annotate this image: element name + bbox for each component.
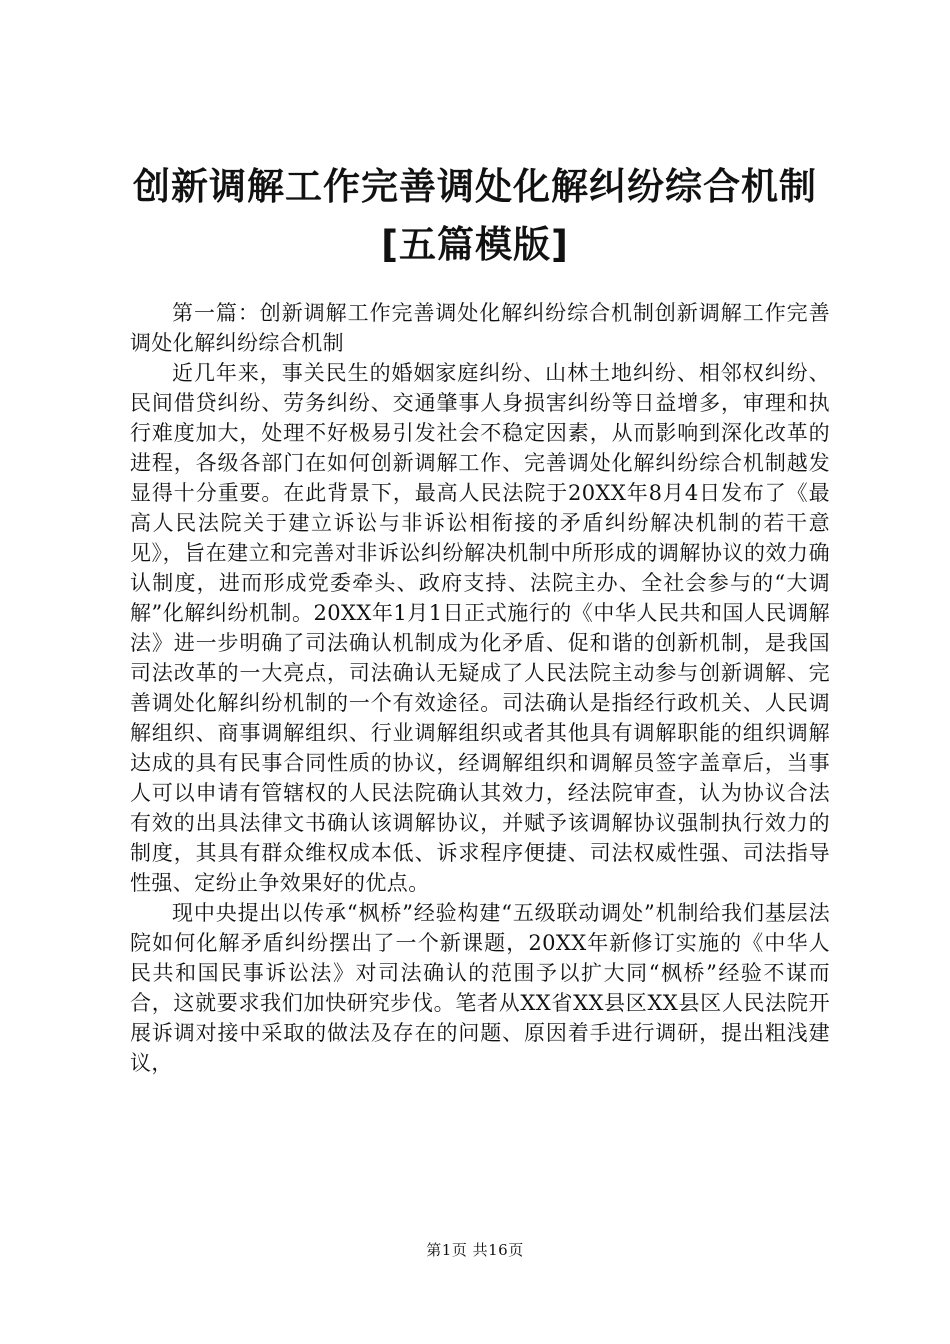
document-title: 创新调解工作完善调处化解纠纷综合机制[五篇模版] xyxy=(133,165,817,266)
page-number-footer: 第1页 共16页 xyxy=(426,1241,524,1259)
paragraph-heading: 第一篇：创新调解工作完善调处化解纠纷综合机制创新调解工作完善调处化解纠纷综合机制 xyxy=(130,301,830,355)
document-body xyxy=(130,298,830,1078)
paragraph: 现中央提出以传承“枫桥”经验构建“五级联动调处”机制给我们基层法院如何化解矛盾纠纷摆出了一个新课题，20XX年新修订实施的《中华人民共和国民事诉讼法》对司法确认的范围予以扩大同“枫桥”经验不谋而合，这就要求我们加快研究步伐。笔者从XX省XX县区XX县区人民法院开展诉调对接中采取的做法及存在的问题、原因着手进行调研，提出粗浅建议， xyxy=(130,901,830,1075)
paragraph: 近几年来，事关民生的婚姻家庭纠纷、山林土地纠纷、相邻权纠纷、民间借贷纠纷、劳务纠纷、交通肇事人身损害纠纷等日益增多，审理和执行难度加大，处理不好极易引发社会不稳定因素，从而影响到深化改革的进程，各级各部门在如何创新调解工作、完善调处化解纠纷综合机制越发显得十分重要。在此背景下，最高人民法院于20XX年8月4日发布了《最高人民法院关于建立诉讼与非诉讼相衔接的矛盾纠纷解决机制的若干意见》，旨在建立和完善对非诉讼纠纷解决机制中所形成的调解协议的效力确认制度，进而形成党委牵头、政府支持、法院主办、全社会参与的“大调解”化解纠纷机制。20XX年1月1日正式施行的《中华人民共和国人民调解法》进一步明确了司法确认机制成为化矛盾、促和谐的创新机制，是我国司法改革的一大亮点，司法确认无疑成了人民法院主动参与创新调解、完善调处化解纠纷机制的一个有效途径。司法确认是指经行政机关、人民调解组织、商事调解组织、行业调解组织或者其他具有调解职能的组织调解达成的具有民事合同性质的协议，经调解组织和调解员签字盖章后，当事人可以申请有管辖权的人民法院确认其效力，经法院审查，认为协议合法有效的出具法律文书确认该调解协议，并赋予该调解协议强制执行效力的制度，其具有群众维权成本低、诉求程序便捷、司法权威性强、司法指导性强、定纷止争效果好的优点。 xyxy=(130,361,830,895)
